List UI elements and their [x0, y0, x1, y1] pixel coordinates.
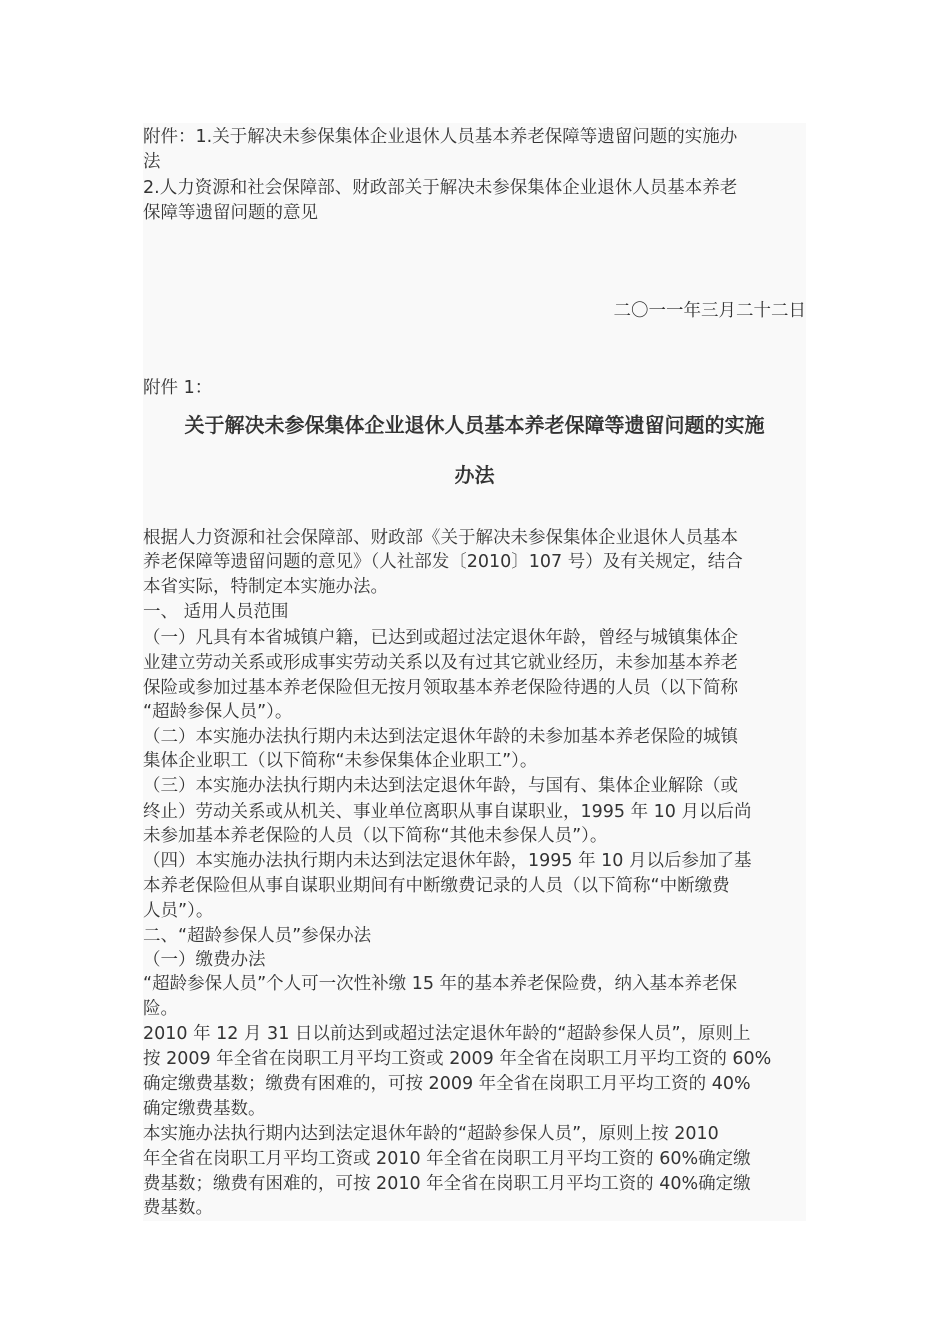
- body-line: 人员”）。: [143, 901, 214, 921]
- body-line: （四）本实施办法执行期内未达到法定退休年龄，1995 年 10 月以后参加了基: [143, 851, 752, 871]
- body-line: 本省实际，特制定本实施办法。: [143, 577, 388, 597]
- section-heading: 一、 适用人员范围: [143, 602, 289, 622]
- document-title: 关于解决未参保集体企业退休人员基本养老保障等遗留问题的实施: [184, 413, 765, 437]
- body-line: 保险或参加过基本养老保险但无按月领取基本养老保险待遇的人员（以下简称: [143, 678, 738, 698]
- body-line: 确定缴费基数。: [143, 1099, 266, 1119]
- attachment-line: 法: [143, 152, 161, 172]
- body-line: 险。: [143, 999, 178, 1019]
- document-date: 二〇一一年三月二十二日: [613, 301, 806, 321]
- body-line: 本实施办法执行期内达到法定退休年龄的“超龄参保人员”，原则上按 2010: [143, 1124, 719, 1144]
- body-line: 按 2009 年全省在岗职工月平均工资或 2009 年全省在岗职工月平均工资的 60%: [143, 1049, 772, 1069]
- appendix-label: 附件 1：: [143, 378, 213, 398]
- attachment-line: 2.人力资源和社会保障部、财政部关于解决未参保集体企业退休人员基本养老: [143, 178, 738, 198]
- body-line: 本养老保险但从事自谋职业期间有中断缴费记录的人员（以下简称“中断缴费: [143, 876, 730, 896]
- body-line: 终止）劳动关系或从机关、事业单位离职从事自谋职业，1995 年 10 月以后尚: [143, 802, 752, 822]
- body-line: “超龄参保人员”）。: [143, 702, 293, 722]
- body-line: 业建立劳动关系或形成事实劳动关系以及有过其它就业经历，未参加基本养老: [143, 653, 738, 673]
- body-line: 未参加基本养老保险的人员（以下简称“其他未参保人员”）。: [143, 826, 608, 846]
- body-line: 2010 年 12 月 31 日以前达到或超过法定退休年龄的“超龄参保人员”，原则上: [143, 1024, 751, 1044]
- body-line: 费基数；缴费有困难的，可按 2010 年全省在岗职工月平均工资的 40%确定缴: [143, 1174, 751, 1194]
- body-line: （二）本实施办法执行期内未达到法定退休年龄的未参加基本养老保险的城镇: [143, 727, 738, 747]
- body-line: 年全省在岗职工月平均工资或 2010 年全省在岗职工月平均工资的 60%确定缴: [143, 1149, 751, 1169]
- attachment-line: 附件：1.关于解决未参保集体企业退休人员基本养老保障等遗留问题的实施办: [143, 127, 738, 147]
- document-title: 办法: [454, 463, 495, 487]
- subsection-heading: （一）缴费办法: [143, 950, 266, 970]
- body-line: 集体企业职工（以下简称“未参保集体企业职工”）。: [143, 751, 538, 771]
- attachment-line: 保障等遗留问题的意见: [143, 203, 318, 223]
- body-line: 根据人力资源和社会保障部、财政部《关于解决未参保集体企业退休人员基本: [143, 528, 738, 548]
- body-line: 确定缴费基数；缴费有困难的，可按 2009 年全省在岗职工月平均工资的 40%: [143, 1074, 751, 1094]
- section-heading: 二、“超龄参保人员”参保办法: [143, 926, 372, 946]
- body-line: （一）凡具有本省城镇户籍，已达到或超过法定退休年龄，曾经与城镇集体企: [143, 628, 738, 648]
- body-line: （三）本实施办法执行期内未达到法定退休年龄，与国有、集体企业解除（或: [143, 776, 738, 796]
- body-line: 养老保障等遗留问题的意见》（人社部发〔2010〕107 号）及有关规定，结合: [143, 552, 743, 572]
- body-line: 费基数。: [143, 1198, 213, 1218]
- body-line: “超龄参保人员”个人可一次性补缴 15 年的基本养老保险费，纳入基本养老保: [143, 974, 738, 994]
